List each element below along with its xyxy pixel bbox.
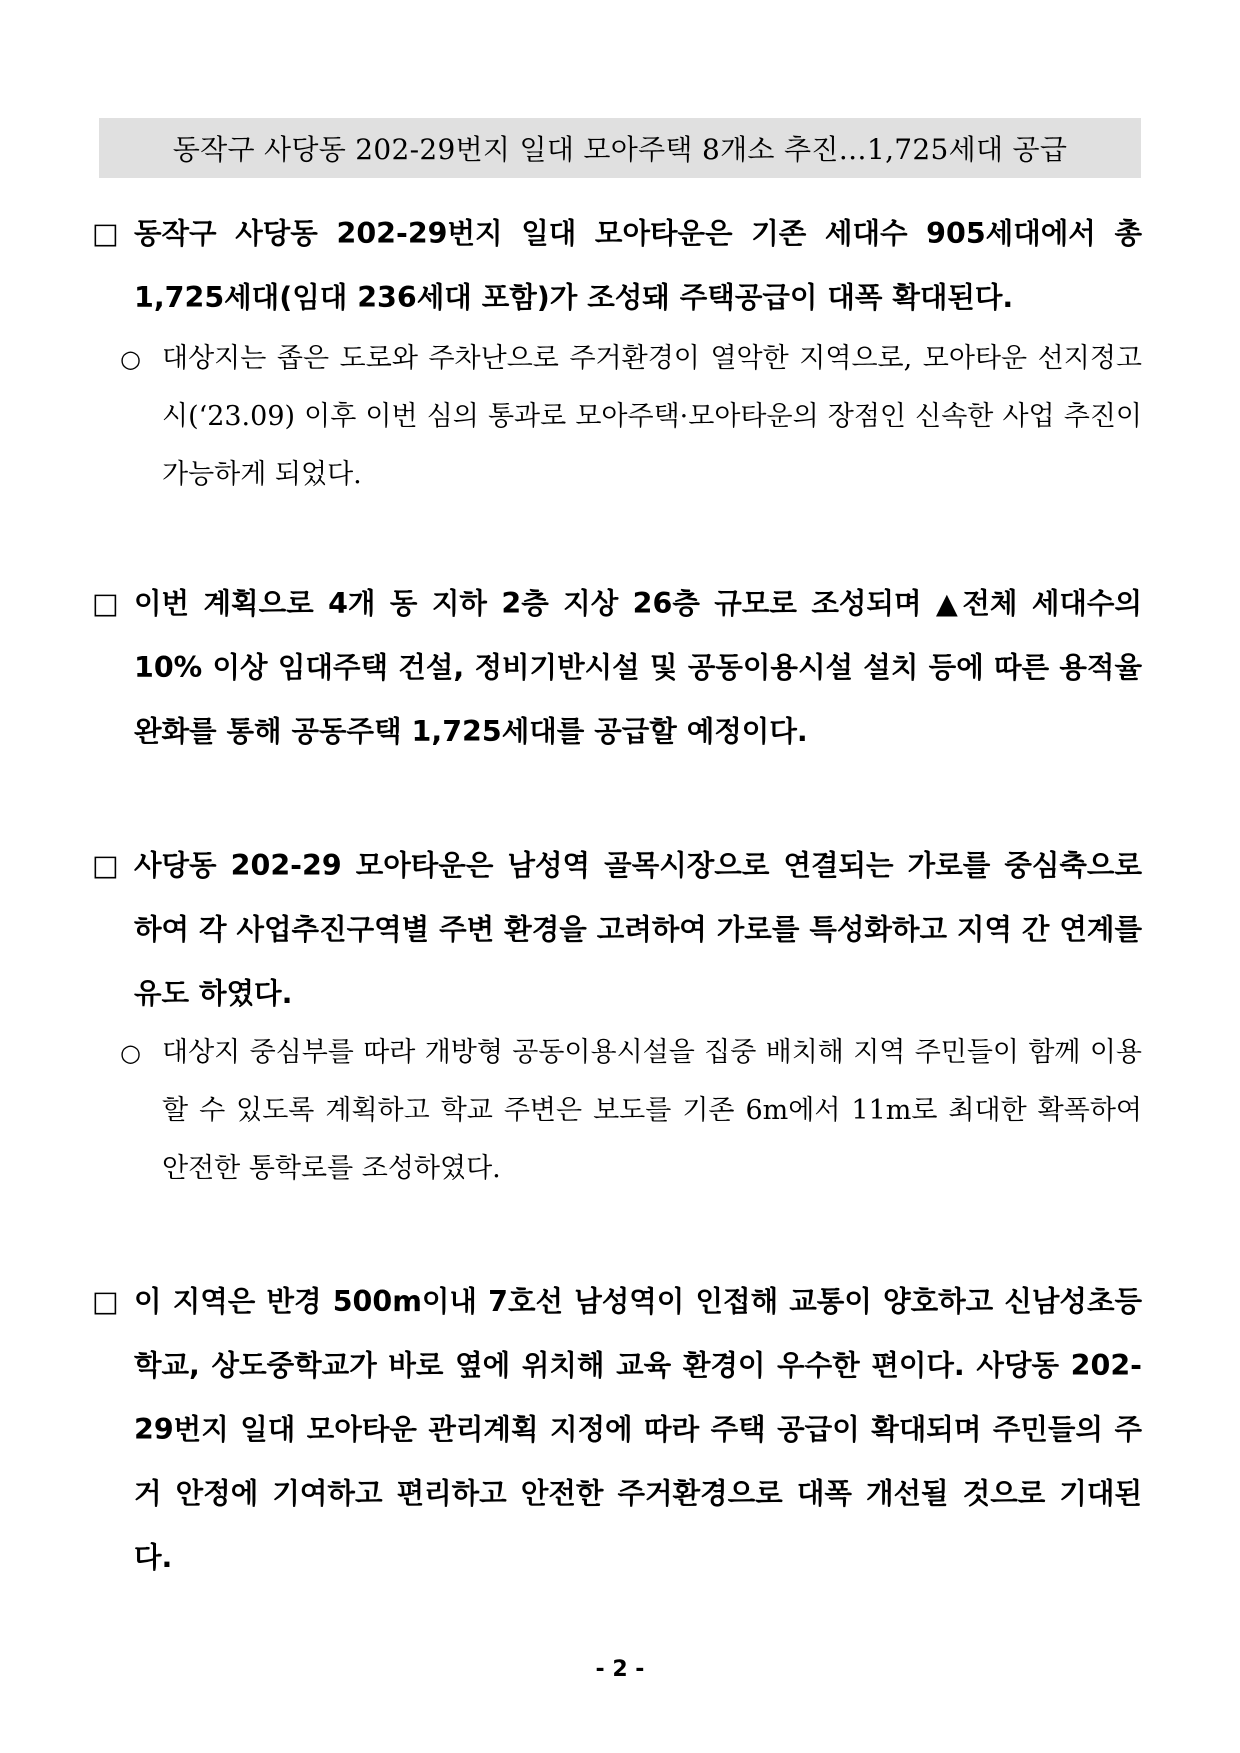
paragraph-3	[92, 834, 1142, 1026]
sub-paragraph-1-text: 대상지는 좁은 도로와 주차난으로 주거환경이 열악한 지역으로, 모아타운 선지정고시(‘23.09) 이후 이번 심의 통과로 모아주택·모아타운의 장점인 신속한 사업 추진이 가능하게 되었다.	[162, 343, 1142, 490]
circle-bullet: ○	[120, 345, 141, 373]
circle-bullet: ○	[120, 1039, 141, 1067]
paragraph-3-text: 사당동 202-29 모아타운은 남성역 골목시장으로 연결되는 가로를 중심축으로 하여 각 사업추진구역별 주변 환경을 고려하여 가로를 특성화하고 지역 간 연계를 유도 하였다.	[134, 849, 1142, 1010]
paragraph-2	[92, 572, 1142, 764]
paragraph-1	[92, 202, 1142, 330]
paragraph-4-text: 이 지역은 반경 500m이내 7호선 남성역이 인접해 교통이 양호하고 신남성초등학교, 상도중학교가 바로 옆에 위치해 교육 환경이 우수한 편이다. 사당동 202-29번지 일대 모아타운 관리계획 지정에 따라 주택 공급이 확대되며 주민들의 주거 안정에 기여하고 편리하고 안전한 주거환경으로 대폭 개선될 것으로 기대된다.	[134, 1285, 1142, 1574]
paragraph-2-text: 이번 계획으로 4개 동 지하 2층 지상 26층 규모로 조성되며 ▲전체 세대수의 10% 이상 임대주택 건설, 정비기반시설 및 공동이용시설 설치 등에 따른 용적율 완화를 통해 공동주택 1,725세대를 공급할 예정이다.	[134, 587, 1142, 748]
page-title: 동작구 사당동 202-29번지 일대 모아주택 8개소 추진…1,725세대 공급	[99, 118, 1141, 178]
square-bullet: □	[92, 217, 119, 250]
square-bullet: □	[92, 849, 119, 882]
square-bullet: □	[92, 1285, 119, 1318]
paragraph-1-text: 동작구 사당동 202-29번지 일대 모아타운은 기존 세대수 905세대에서 총 1,725세대(임대 236세대 포함)가 조성돼 주택공급이 대폭 확대된다.	[134, 217, 1142, 314]
sub-paragraph-3-text: 대상지 중심부를 따라 개방형 공동이용시설을 집중 배치해 지역 주민들이 함께 이용할 수 있도록 계획하고 학교 주변은 보도를 기존 6m에서 11m로 최대한 확폭하여 안전한 통학로를 조성하였다.	[162, 1037, 1142, 1184]
sub-paragraph-3	[120, 1024, 1142, 1198]
page-number: - 2 -	[595, 1657, 645, 1682]
paragraph-4	[92, 1270, 1142, 1590]
square-bullet: □	[92, 587, 119, 620]
sub-paragraph-1	[120, 330, 1142, 504]
